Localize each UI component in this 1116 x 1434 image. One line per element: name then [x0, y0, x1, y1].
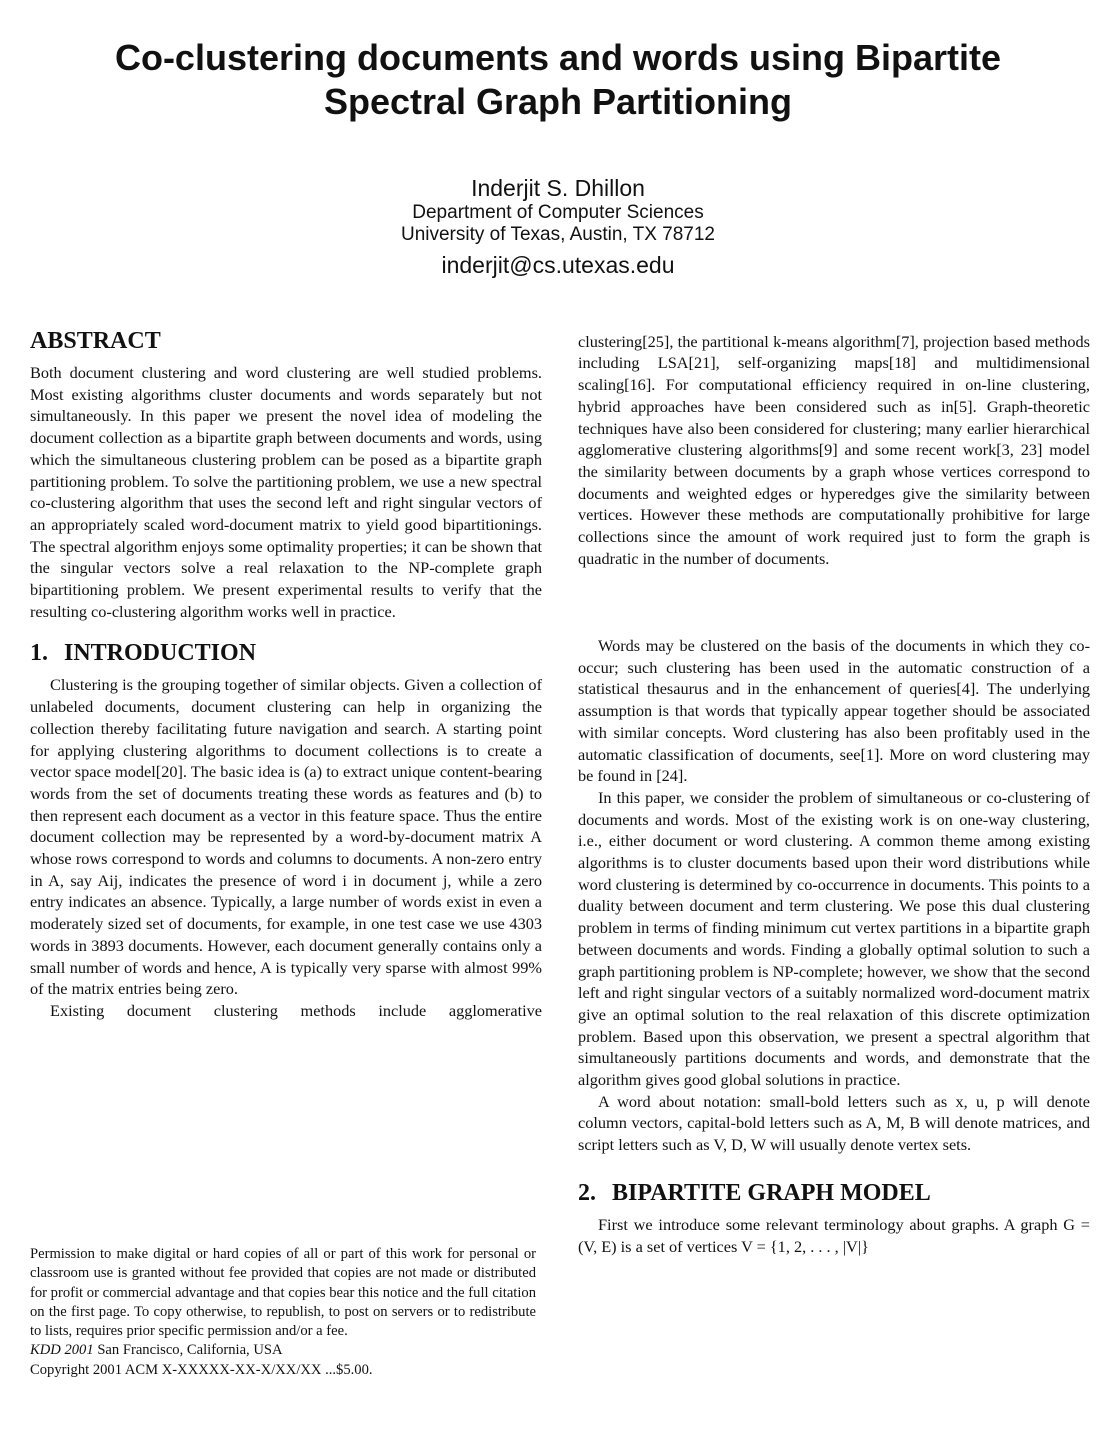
paper-title: Co-clustering documents and words using Bipartite Spectral Graph Partitioning	[114, 37, 1002, 122]
author-block	[200, 174, 916, 280]
section2-heading	[578, 1178, 1090, 1208]
section2-paragraph-1: First we introduce some relevant terminology about graphs. A graph G = (V, E) is a set of vertices V = {1, 2, . . . , |V|}	[578, 1214, 1090, 1256]
venue-line	[30, 1341, 536, 1360]
right-column	[578, 331, 1090, 1257]
intro-paragraph-2-continued	[578, 331, 1090, 635]
intro-paragraph-4: In this paper, we consider the problem of simultaneous or co-clustering of documents and words. Most of the existing work is on one-way clustering, i.e., either document or word clustering. A common theme among existing algorithms is to cluster documents based upon their word distributions while word clustering is determined by co-occurrence in documents. This points to a duality between document and term clustering. We pose this dual clustering problem in terms of finding minimum cut vertex partitions in a bipartite graph between documents and words. Finding a globally optimal solution to such a graph partitioning problem is NP-complete; however, we show that the second left and right singular vectors of a suitably normalized word-document matrix give an optimal solution to the real relaxation of this discrete optimization problem. Based upon this observation, we present a spectral algorithm that simultaneously partitions documents and words, and demonstrate that the algorithm gives good global solutions in practice.	[578, 787, 1090, 1090]
intro-paragraph-2-full: clustering[25], the partitional k-means algorithm[7], projection based methods including LSA[21], self-organizing maps[18] and multidimensional scaling[16]. For computational efficiency required in on-line clustering, hybrid approaches have been considered such as in[5]. Graph-theoretic techniques have also been considered for clustering; many earlier hierarchical agglomerative clustering algorithms[9] and some recent work[3, 23] model the similarity between documents by a graph whose vertices correspond to documents and weighted edges or hyperedges give the similarity between vertices. However these methods are computationally prohibitive for large collections since the amount of work required just to form the graph is quadratic in the number of documents.	[578, 331, 1090, 568]
author-name: Inderjit S. Dhillon	[471, 175, 645, 201]
venue-location: San Francisco, California, USA	[97, 1342, 283, 1359]
intro-paragraph-1: Clustering is the grouping together of similar objects. Given a collection of unlabeled documents, document clustering can help in organizing the collection thereby facilitating future navigation and search. A starting point for applying clustering algorithms to document collections is to create a vector space model[20]. The basic idea is (a) to extract unique content-bearing words from the set of documents treating these words as features and (b) to then represent each document as a vector in this feature space. Thus the entire document collection may be represented by a word-by-document matrix A whose rows correspond to words and columns to documents. A non-zero entry in A, say Aij, indicates the presence of word i in document j, while a zero entry indicates an absence. Typically, a large number of words exist in even a moderately sized set of documents, for example, in one test case we use 4303 words in 3893 documents. However, each document generally contains only a small number of words and hence, A is typically very sparse with almost 99% of the matrix entries being zero.	[30, 675, 542, 999]
copyright-line: Copyright 2001 ACM X-XXXXX-XX-X/XX/XX ...$5.00.	[30, 1361, 373, 1378]
intro-paragraph-2-start	[30, 1000, 542, 1022]
venue-name: KDD 2001	[30, 1342, 94, 1359]
permission-text: Permission to make digital or hard copies of all or part of this work for personal or classroom use is granted without fee provided that copies are not made or distributed for profit or commercial advantage and that copies bear this notice and the full citation on the first page. To copy otherwise, to republish, to post on servers or to redistribute to lists, requires prior specific permission and/or a fee.	[30, 1246, 536, 1340]
author-email: inderjit@cs.utexas.edu	[441, 252, 675, 278]
intro-heading	[30, 638, 542, 668]
section2-number: 2.	[578, 1179, 596, 1206]
section2-title: BIPARTITE GRAPH MODEL	[612, 1179, 931, 1206]
intro-paragraph-3: Words may be clustered on the basis of the documents in which they co-occur; such clustering has been used in the automatic construction of a statistical thesaurus and in the enhancement of queries[4]. The underlying assumption is that words that typically appear together should be associated with similar concepts. Word clustering has also been profitably used in the automatic classification of documents, see[1]. More on word clustering may be found in [24].	[578, 636, 1090, 786]
intro-number: 1.	[30, 640, 48, 667]
intro-title: INTRODUCTION	[64, 640, 257, 667]
permission-footnote	[30, 1245, 536, 1380]
abstract-heading: ABSTRACT	[30, 328, 161, 354]
intro-paragraph-5: A word about notation: small-bold letters such as x, u, p will denote column vectors, capital-bold letters such as A, M, B will denote matrices, and script letters such as V, D, W will usually denote vertex sets.	[578, 1091, 1090, 1155]
author-department: Department of Computer Sciences	[412, 202, 704, 223]
intro-paragraph-2-lead: Existing document clustering methods include agglomerative	[50, 1000, 542, 1020]
left-column	[30, 326, 542, 1022]
author-affiliation: University of Texas, Austin, TX 78712	[400, 224, 716, 245]
abstract-text: Both document clustering and word clustering are well studied problems. Most existing algorithms cluster documents and words separately but not simultaneously. In this paper we present the novel idea of modeling the document collection as a bipartite graph between documents and words, using which the simultaneous clustering problem can be posed as a bipartite graph partitioning problem. To solve the partitioning problem, we use a new spectral co-clustering algorithm that uses the second left and right singular vectors of an appropriately scaled word-document matrix to yield good bipartitionings. The spectral algorithm enjoys some optimality properties; it can be shown that the singular vectors solve a real relaxation to the NP-complete graph bipartitioning problem. We present experimental results to verify that the resulting co-clustering algorithm works well in practice.	[30, 363, 542, 621]
